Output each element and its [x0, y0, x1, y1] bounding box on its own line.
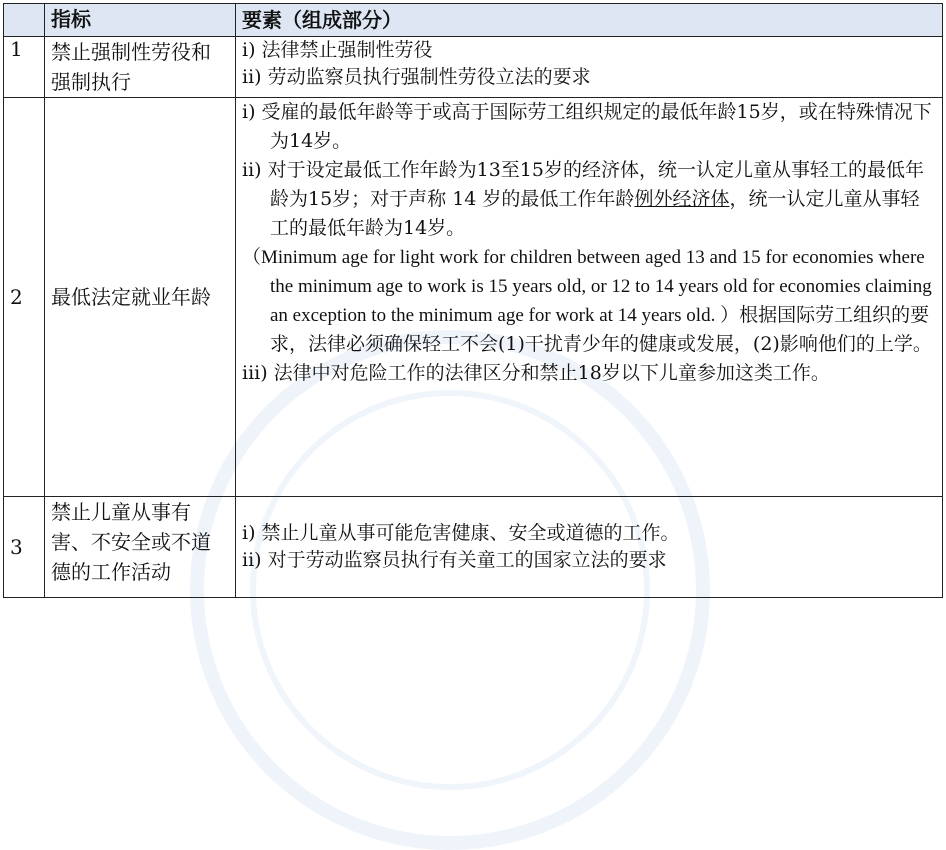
element-item: ii) 对于劳动监察员执行有关童工的国家立法的要求	[242, 549, 667, 571]
row-number: 2	[4, 98, 45, 497]
element-item: iii) 法律中对危险工作的法律区分和禁止18岁以下儿童参加这类工作。	[242, 362, 830, 384]
row-number: 3	[4, 497, 45, 598]
element-text: ii) 对于设定最低工作年龄为13至15岁的经济体，统一认定儿童从事轻工的最低年龄为15岁；对于声称 14 岁的最低工作年龄	[242, 159, 924, 210]
element-item: i) 禁止儿童从事可能危害健康、安全或道德的工作。	[242, 522, 680, 544]
row-elements	[236, 37, 943, 98]
header-indicator: 指标	[45, 4, 236, 37]
element-item	[242, 243, 936, 359]
row-elements	[236, 497, 943, 598]
table-header-row	[4, 4, 943, 37]
indicator-table	[3, 3, 943, 598]
element-text: 根据国际劳工组织的要求，法律必须确保轻工不会(1)干扰青少年的健康或发展，(2)影响他们的上学。	[270, 304, 932, 355]
underlined-term: 例外经济体	[634, 188, 730, 210]
row-indicator: 最低法定就业年龄	[45, 98, 236, 497]
table-row	[4, 98, 943, 497]
element-item: i) 法律禁止强制性劳役	[242, 39, 433, 61]
row-elements	[236, 98, 943, 497]
element-text: ，统一认定儿童从事轻工的最低年龄为14岁。	[270, 188, 920, 239]
element-item	[242, 156, 936, 243]
row-indicator: 禁止强制性劳役和强制执行	[45, 37, 236, 98]
header-elements: 要素（组成部分）	[236, 4, 943, 37]
element-item: i) 受雇的最低年龄等于或高于国际劳工组织规定的最低年龄15岁，或在特殊情况下为14岁。	[242, 101, 932, 152]
table-row	[4, 497, 943, 598]
element-item: ii) 劳动监察员执行强制性劳役立法的要求	[242, 66, 591, 88]
header-number	[4, 4, 45, 37]
table-row	[4, 37, 943, 98]
row-indicator: 禁止儿童从事有害、不安全或不道德的工作活动	[45, 497, 236, 598]
english-note: （Minimum age for light work for children between aged 13 and 15 for economies where the minimum age to work is 15 years old, or 12 to 14 years old for economies claiming an exception to the minimum age for work at 14 years old. ）	[242, 247, 932, 326]
row-number: 1	[4, 37, 45, 98]
